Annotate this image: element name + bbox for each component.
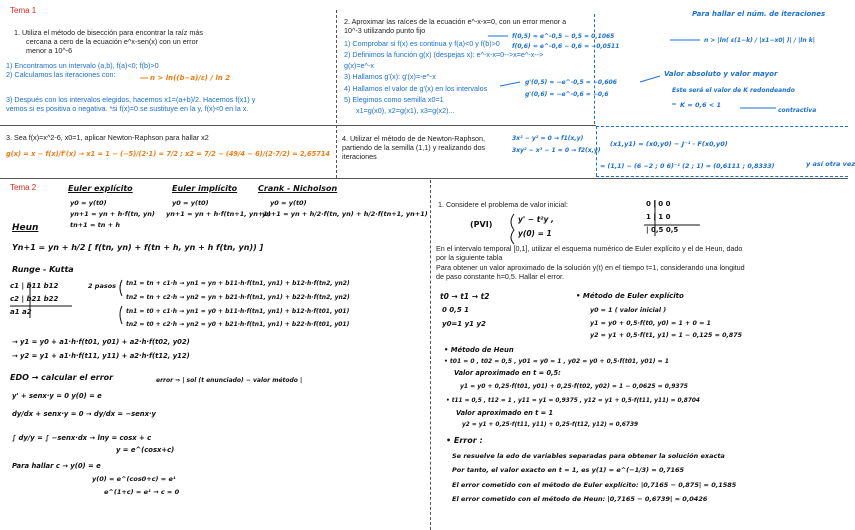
q2-step-3: g(x)=e^-x <box>344 61 374 70</box>
q4-result: = (1,1) − (6 −2 ; 0 6)⁻¹ (2 ; 1) = (0,6111 ; 0,8333) <box>600 163 775 170</box>
problem-statement: 1. Considere el problema de valor inicial: <box>438 200 568 209</box>
error-line-4: El error cometido con el método de Heun: |0,7165 − 0,6739| = 0,0426 <box>452 495 708 503</box>
euler-method-title: • Método de Euler explícito <box>576 292 684 300</box>
q2-step-2: 2) Definimos la función g(x) (despejas x): e^-x-x=0-->x=e^-x--> <box>344 50 544 59</box>
edo-step-2: dy/dx + senx·y = 0 → dy/dx = −senx·y <box>12 410 156 418</box>
q1-step3-2: vemos si es positiva o negativa. *si f(x)=0 se sustituye en la y, f(x)<0 en la x. <box>6 104 249 113</box>
q4-statement-2: partiendo de la semilla (1,1) y realizando dos <box>342 143 486 152</box>
hallar-c-2: y(0) = e^(cos0+c) = e¹ <box>92 475 176 483</box>
heun-method-5: Valor aproximado en t = 1 <box>456 409 554 417</box>
q2-gprime-2: g'(0,6) = −e^-0,6 = −0,6 <box>525 91 609 98</box>
hallar-c-1: Para hallar c → y(0) = e <box>12 462 101 470</box>
q1-statement-3: menor a 10^-6 <box>26 46 73 55</box>
q3-statement: 3. Sea f(x)=x^2-6, x0=1, aplicar Newton-Raphson para hallar x2 <box>6 133 209 142</box>
q1-statement-2: cercana a cero de la ecuación e^x-sen(x) con un error <box>26 37 198 46</box>
edo-step-3: ∫ dy/y = ∫ −senx·dx → lny = cosx + c <box>12 434 152 442</box>
rk-eq-1: tn1 = tn + c1·h → yn1 = yn + b11·h·f(tn1, yn1) + b12·h·f(tn2, yn2) <box>126 280 350 287</box>
q4-statement-1: 4. Utilizar el método de de Newton-Raphson, <box>342 134 486 143</box>
edo-step-1: y' + senx·y = 0 y(0) = e <box>12 392 102 400</box>
q4-system-1: 3x² − y² = 0 → f1(x,y) <box>512 135 584 142</box>
rk-table-2: c2 | b21 b22 <box>10 295 59 303</box>
q2-f-value-2: f(0,6) = e^-0,6 − 0,6 = −0,0511 <box>512 43 620 50</box>
header-crank-nicholson: Crank - Nicholson <box>258 184 338 193</box>
q4-jacobian: (x1,y1) = (x0,y0) − J⁻¹ · F(x0,y0) <box>610 140 728 148</box>
rk-title: Runge - Kutta <box>12 265 74 274</box>
q4-statement-3: iteraciones <box>342 152 377 161</box>
q2-step-5: 4) Hallamos el valor de g'(x) en los intervalos <box>344 84 488 93</box>
problem-text-1: En el intervalo temporal [0,1], utilizar el esquema numérico de Euler explícito y el de Heun, dado <box>436 244 743 253</box>
euler-exp-1: y0 = y(t0) <box>70 199 107 207</box>
rk-label: 2 pasos <box>88 282 117 290</box>
q2-iter-formula: n > |ln( ε(1−k) / |x1−x0| )| / |ln k| <box>704 37 815 44</box>
butcher-row-3: | 0,5 0,5 <box>646 226 679 234</box>
tema2-title: Tema 2 <box>10 183 37 192</box>
heun-method-6: y2 = y1 + 0,25·f(t11, y11) + 0,25·f(t12, y12) = 0,6739 <box>462 422 639 428</box>
q2-step-4: 3) Hallamos g'(x): g'(x)=-e^-x <box>344 72 436 81</box>
error-line-3: El error cometido con el método de Euler explícito: |0,7165 − 0,875| = 0,1585 <box>452 481 737 489</box>
euler-exp-2: yn+1 = yn + h·f(tn, yn) <box>70 210 155 218</box>
edo-title: EDO → calcular el error <box>10 373 114 382</box>
q2-note-k: Este será el valor de K redondeando <box>672 87 795 94</box>
error-line-1: Se resuelve la edo de variables separadas para obtener la solución exacta <box>452 452 725 460</box>
pvi-eq-1: y' − t²y , <box>518 215 554 224</box>
q2-step-6: 5) Elegimos como semilla x0=1 <box>344 95 444 104</box>
q3-hand: g(x) = x − f(x)/f'(x) → x1 = 1 − (−5)/(2·1) = 7/2 ; x2 = 7/2 − (49/4 − 6)/(2·7/2) = 2,65714 <box>6 150 330 158</box>
heun-method-2: Valor aproximado en t = 0,5: <box>454 369 561 377</box>
q1-step1: 1) Encontramos un intervalo (a,b), f(a)<0; f(b)>0 <box>6 61 159 70</box>
pvi-eq-2: y(0) = 1 <box>518 229 552 238</box>
q2-step-1: 1) Comprobar si f(x) es continua y f(a)<0 y f(b)>0 <box>344 39 500 48</box>
euler-imp-2: yn+1 = yn + h·f(tn+1, yn+1) <box>166 210 271 218</box>
q2-f-value-1: f(0,5) = e^-0,5 − 0,5 = 0,1065 <box>512 33 615 40</box>
error-line-2: Por tanto, el valor exacto en t = 1, es y(1) = e^(−1/3) = 0,7165 <box>452 466 685 474</box>
q2-note-abs: Valor absoluto y valor mayor <box>664 70 778 78</box>
q4-note-next: y así otra vez <box>806 160 855 168</box>
q1-iter-formula: n > ln((b−a)/ε) / ln 2 <box>150 74 231 82</box>
rk-eq-2: tn2 = tn + c2·h → yn2 = yn + b21·h·f(tn1, yn1) + b22·h·f(tn2, yn2) <box>126 294 350 301</box>
euler-exp-3: tn+1 = tn + h <box>70 221 121 229</box>
edo-step-4: y = e^(cosx+c) <box>116 446 175 454</box>
euler-imp-1: y0 = y(t0) <box>172 199 209 207</box>
rk-result-2: → y2 = y1 + a1·h·f(t11, y11) + a2·h·f(t12, y12) <box>12 352 190 360</box>
edo-note: error ⇒ | sol (t enunciado) − valor método | <box>156 377 303 384</box>
q1-step3-1: 3) Después con los intervalos elegidos, hacemos x1=(a+b)/2. Hacemos f(x1) y <box>6 95 256 104</box>
euler-method-3: y2 = y1 + 0,5·f(t1, y1) = 1 − 0,125 = 0,875 <box>590 332 742 339</box>
hallar-c-3: e^(1+c) = e¹ → c = 0 <box>104 488 180 496</box>
grid-row-1: t0 → t1 → t2 <box>440 292 490 301</box>
euler-method-2: y1 = y0 + 0,5·f(t0, y0) = 1 + 0 = 1 <box>590 320 711 327</box>
heun-method-title: • Método de Heun <box>444 346 514 354</box>
tema1-title: Tema 1 <box>10 6 37 15</box>
q2-step-7: x1=g(x0), x2=g(x1), x3=g(x2)... <box>356 106 455 115</box>
q1-statement-1: 1. Utiliza el método de bisección para encontrar la raíz más <box>14 28 203 37</box>
q2-contractiva: contractiva <box>778 107 817 114</box>
grid-row-3: y0=1 y1 y2 <box>442 320 486 328</box>
rk-eq-3: tn1 = t0 + c1·h → yn1 = y0 + b11·h·f(tn1, yn1) + b12·h·f(t01, y01) <box>126 308 350 315</box>
pvi-label: (PVI) <box>470 220 493 229</box>
q1-step2: 2) Calculamos las iteraciones con: <box>6 70 116 79</box>
header-euler-explicito: Euler explícito <box>68 184 133 193</box>
heun-formula: Yn+1 = yn + h/2 [ f(tn, yn) + f(tn + h, yn + h f(tn, yn)) ] <box>12 243 264 252</box>
rk-table-3: a1 a2 <box>10 308 32 316</box>
problem-text-4: de paso constante h=0,5. Hallar el error. <box>436 272 565 281</box>
q2-statement-1: 2. Aproximar las raíces de la ecuación e^-x-x=0, con un error menor a <box>344 17 567 26</box>
heun-title: Heun <box>12 223 39 233</box>
problem-text-3: Para obtener un valor aproximado de la solución y(t) en el tiempo t=1, considerando una longitud <box>436 263 745 272</box>
rk-result-1: → y1 = y0 + a1·h·f(t01, y01) + a2·h·f(t02, y02) <box>12 338 190 346</box>
grid-row-2: 0 0,5 1 <box>442 306 470 314</box>
q2-statement-2: 10^-3 utilizando punto fijo <box>344 26 426 35</box>
rk-table-1: c1 | b11 b12 <box>10 282 59 290</box>
euler-method-1: y0 = 1 ( valor inicial ) <box>590 307 667 314</box>
q2-gprime-1: g'(0,5) = −e^-0,5 = −0,606 <box>525 79 617 86</box>
error-title: • Error : <box>446 436 483 445</box>
heun-method-4: • t11 = 0,5 , t12 = 1 , y11 = y1 = 0,9375 , y12 = y1 + 0,5·f(t11, y11) = 0,8704 <box>446 398 700 404</box>
problem-text-2: por la siguiente tabla <box>436 253 503 262</box>
heun-method-1: • t01 = 0 , t02 = 0,5 , y01 = y0 = 1 , y02 = y0 + 0,5·f(t01, y01) = 1 <box>444 358 669 365</box>
crank-1: y0 = y(t0) <box>270 199 307 207</box>
q2-note-iterations: Para hallar el núm. de iteraciones <box>692 10 826 18</box>
heun-method-3: y1 = y0 + 0,25·f(t01, y01) + 0,25·f(t02, y02) = 1 − 0,0625 = 0,9375 <box>460 383 688 390</box>
q4-system-2: 3xy² − x³ − 1 = 0 → f2(x,y) <box>512 147 601 154</box>
butcher-row-2: 1 | 1 0 <box>646 213 671 221</box>
q2-k-value: K = 0,6 < 1 <box>680 101 722 109</box>
butcher-row-1: 0 | 0 0 <box>646 200 671 208</box>
crank-2: yn+1 = yn + h/2·f(tn, yn) + h/2·f(tn+1, yn+1) <box>262 210 428 218</box>
rk-eq-4: tn2 = t0 + c2·h → yn2 = y0 + b21·h·f(tn1, yn1) + b22·h·f(t01, y01) <box>126 321 350 328</box>
header-euler-implicito: Euler implícito <box>172 184 238 193</box>
